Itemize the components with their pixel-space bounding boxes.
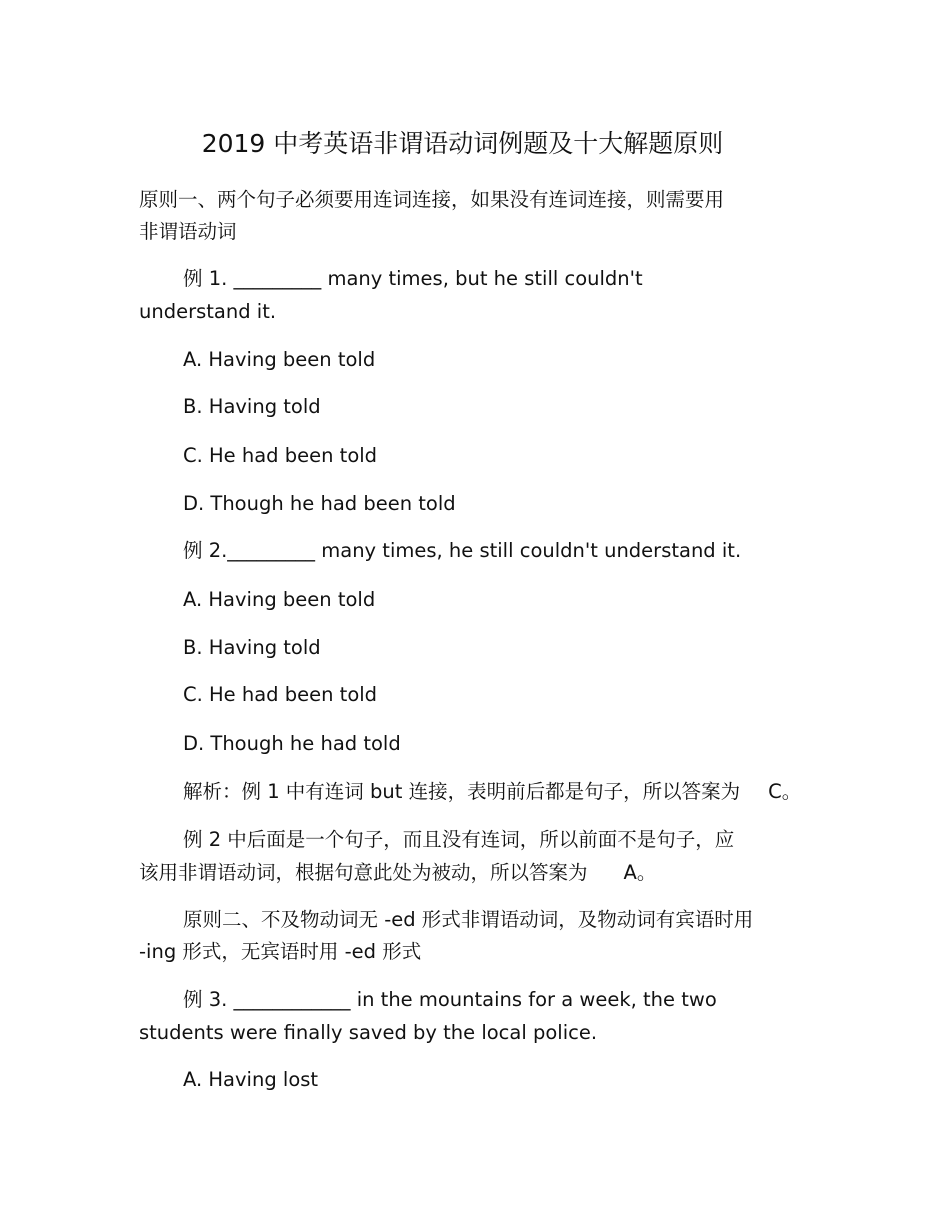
- example-1-option-c: C. He had been told: [183, 444, 378, 467]
- analysis-line-3-text: 该用非谓语动词，根据句意此处为被动，所以答案为: [139, 861, 588, 884]
- example-1-option-b: B. Having told: [183, 395, 321, 418]
- document-title: 2019 中考英语非谓语动词例题及十大解题原则: [201, 129, 724, 158]
- example-1-option-d: D. Though he had been told: [183, 492, 456, 515]
- example-3-option-a: A. Having lost: [183, 1068, 319, 1091]
- example-1-question-line-1: 例 1. _________ many times, but he still couldn't: [183, 267, 643, 290]
- analysis-line-2: 例 2 中后面是一个句子，而且没有连词，所以前面不是句子，应: [183, 828, 735, 851]
- example-2-question: 例 2._________ many times, he still couldn't understand it.: [183, 539, 742, 562]
- analysis-line-3: [139, 859, 656, 887]
- analysis-answer-1: C。: [768, 780, 802, 803]
- example-2-option-c: C. He had been told: [183, 683, 378, 706]
- principle-one-line-1: 原则一、两个句子必须要用连词连接，如果没有连词连接，则需要用: [139, 188, 725, 211]
- example-1-question-line-2: understand it.: [139, 300, 277, 323]
- principle-two-line-2: -ing 形式，无宾语时用 -ed 形式: [139, 940, 422, 963]
- example-3-question-line-2: students were finally saved by the local police.: [139, 1021, 598, 1044]
- example-2-option-a: A. Having been told: [183, 588, 376, 611]
- analysis-answer-2: A。: [623, 861, 657, 884]
- analysis-line-1-text: 解析：例 1 中有连词 but 连接，表明前后都是句子，所以答案为: [183, 780, 741, 803]
- principle-two-line-1: 原则二、不及物动词无 -ed 形式非谓语动词，及物动词有宾语时用: [183, 908, 754, 931]
- example-1-option-a: A. Having been told: [183, 348, 376, 371]
- principle-one-line-2: 非谓语动词: [139, 220, 237, 243]
- analysis-line-1: [183, 778, 801, 806]
- example-3-question-line-1: 例 3. ____________ in the mountains for a week, the two: [183, 988, 717, 1011]
- example-2-option-d: D. Though he had told: [183, 732, 401, 755]
- example-2-option-b: B. Having told: [183, 636, 321, 659]
